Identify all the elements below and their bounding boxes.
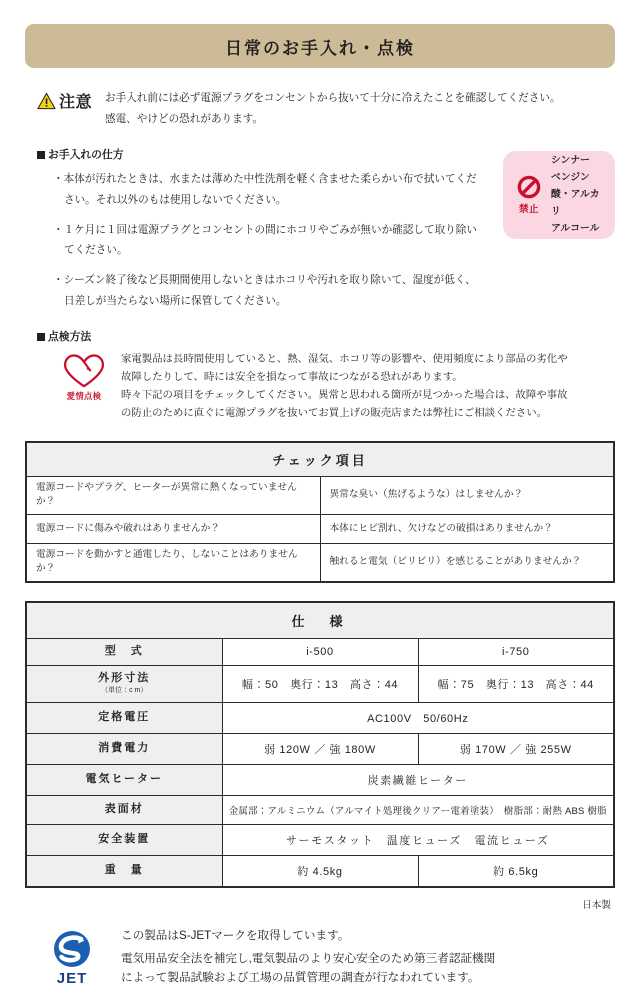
- inspection-line-1: 家電製品は長時間使用していると、熱、湿気、ホコリ等の影響や、使用頻度により部品の劣化や: [121, 354, 568, 366]
- spec-value-shared: サーモスタット 温度ヒューズ 電流ヒューズ: [222, 824, 614, 855]
- list-item: シンナー: [551, 155, 590, 167]
- inspection-text: [121, 351, 615, 423]
- jet-line-2: 電気用品安全法を補完し,電気製品のより安心安全のため第三者認証機関: [121, 952, 496, 966]
- jet-certification-block: [25, 927, 615, 988]
- spec-table-wrap: [25, 601, 615, 888]
- prohibition-mark: [512, 175, 546, 215]
- check-item-cell: 電源コードを動かすと通電したり、しないことはありませんか？: [26, 543, 320, 582]
- spec-table-title: 仕 様: [26, 602, 614, 639]
- spec-row-label: 型 式: [26, 639, 222, 666]
- table-row: [26, 702, 614, 733]
- check-item-cell: 異常な臭い（焦げるような）はしませんか？: [320, 476, 614, 514]
- table-row: [26, 514, 614, 543]
- care-bullet-list: [25, 169, 480, 311]
- jet-swirl-icon: [48, 928, 96, 970]
- prohibition-word: 禁止: [518, 204, 539, 216]
- inspection-heading: [25, 329, 615, 344]
- list-item: ・１ケ月に１回は電源プラグとコンセントの間にホコリやごみが無いか確認して取り除いてください。: [53, 223, 477, 257]
- inspection-mark-label: 愛情点検: [66, 391, 102, 402]
- table-row: [26, 764, 614, 795]
- table-row: [26, 543, 614, 582]
- page-title: 日常のお手入れ・点検: [225, 38, 415, 58]
- check-item-cell: 触れると電気（ビリビリ）を感じることがありませんか？: [320, 543, 614, 582]
- jet-line-3: によって製品試験および工場の品質管理の調査が行なわれています。: [121, 971, 480, 985]
- spec-value-model-2: 幅：75 奥行：13 高さ：44: [418, 666, 614, 703]
- bullet-square-icon: [37, 151, 45, 159]
- care-section: [25, 147, 615, 311]
- table-row: [26, 824, 614, 855]
- caution-line-2: 感電、やけどの恐れがあります。: [105, 112, 264, 125]
- check-table-title: チェック項目: [26, 442, 614, 477]
- inspection-block: [25, 351, 615, 423]
- prohibition-badge: [503, 151, 615, 239]
- table-row: [26, 639, 614, 666]
- table-header-row: [26, 602, 614, 639]
- spec-row-label: 定格電圧: [26, 702, 222, 733]
- spec-row-label-unit: （単位：c m）: [101, 686, 148, 694]
- bullet-square-icon: [37, 333, 45, 341]
- table-row: [26, 476, 614, 514]
- spec-row-label: 消費電力: [26, 733, 222, 764]
- table-header-row: [26, 442, 614, 477]
- list-item: ・シーズン終了後など長期間使用しないときはホコリや汚れを取り除いて、湿度が低く、日差しが当たらない場所に保管してください。: [53, 273, 476, 307]
- caution-mark: [37, 88, 92, 112]
- table-row: [26, 795, 614, 824]
- spec-value-shared: AC100V 50/60Hz: [222, 702, 614, 733]
- spec-value-model-2: 弱 170W ／ 強 255W: [418, 733, 614, 764]
- table-row: [26, 666, 614, 703]
- list-item: ・本体が汚れたときは、水または薄めた中性洗剤を軽く含ませた柔らかい布で拭いてください。それ以外のもは使用しないでください。: [53, 173, 477, 206]
- jet-line-1: この製品はS-JETマークを取得しています。: [121, 928, 350, 942]
- check-items-table-wrap: [25, 441, 615, 583]
- prohibition-item-list: [551, 153, 606, 237]
- heart-plug-icon: [62, 353, 106, 389]
- list-item: アルコール: [551, 222, 600, 234]
- spec-row-label-main: 外形寸法: [98, 672, 151, 684]
- spec-value-shared: 炭素繊維ヒーター: [222, 764, 614, 795]
- caution-line-1: お手入れ前には必ず電源プラグをコンセントから抜いて十分に冷えたことを確認してください。: [105, 92, 561, 104]
- inspection-line-4: の防止のために直ぐに電源プラグを抜いてお買上げの販売店または弊社にご相談ください。: [121, 407, 548, 419]
- inspection-line-3: 時々下記の項目をチェックしてください。異常と思われる箇所が見つかった場合は、故障や事故: [121, 390, 568, 402]
- check-item-cell: 電源コードに傷みや破れはありませんか？: [26, 514, 320, 543]
- spec-value-model-2: 約 6.5kg: [418, 855, 614, 887]
- inspection-line-2: 故障したりして、時には安全を損なって事故につながる恐れがあります。: [121, 372, 463, 384]
- spec-row-label: 安全装置: [26, 824, 222, 855]
- jet-logo: [41, 928, 103, 986]
- inspection-mark: [49, 351, 119, 402]
- check-item-cell: 電源コードやプラグ、ヒーターが異常に熱くなっていませんか？: [26, 476, 320, 514]
- spec-value-model-2: i-750: [418, 639, 614, 666]
- table-row: [26, 855, 614, 887]
- spec-value-model-1: 約 4.5kg: [222, 855, 418, 887]
- spec-row-label: [26, 666, 222, 703]
- spec-value-model-1: i-500: [222, 639, 418, 666]
- caution-text: [105, 88, 561, 129]
- care-heading-label: お手入れの仕方: [48, 149, 124, 162]
- check-item-cell: 本体にヒビ割れ、欠けなどの破損はありませんか？: [320, 514, 614, 543]
- jet-logo-text: JET: [56, 970, 88, 988]
- made-in-label: 日本製: [582, 899, 611, 911]
- table-row: [26, 733, 614, 764]
- spec-row-label: 重 量: [26, 855, 222, 887]
- spec-row-label: 表面材: [26, 795, 222, 824]
- caution-word: 注意: [59, 94, 93, 111]
- spec-value-model-1: 幅：50 奥行：13 高さ：44: [222, 666, 418, 703]
- no-entry-icon: [517, 175, 541, 199]
- manual-page: [0, 24, 640, 988]
- list-item: 酸・アルカリ: [551, 188, 600, 217]
- caution-block: [25, 88, 615, 129]
- list-item: ベンジン: [551, 172, 590, 184]
- spec-value-model-1: 弱 120W ／ 強 180W: [222, 733, 418, 764]
- warning-triangle-icon: [37, 92, 56, 110]
- spec-table: [25, 601, 615, 888]
- check-items-table: [25, 441, 615, 583]
- page-banner: [25, 24, 615, 68]
- jet-certification-text: [121, 927, 495, 988]
- spec-row-label: 電気ヒーター: [26, 764, 222, 795]
- spec-value-shared: 金属部：アルミニウム（アルマイト処理後クリアー電着塗装） 樹脂部：耐熱 ABS 樹脂: [222, 795, 614, 824]
- inspection-heading-label: 点検方法: [48, 331, 92, 344]
